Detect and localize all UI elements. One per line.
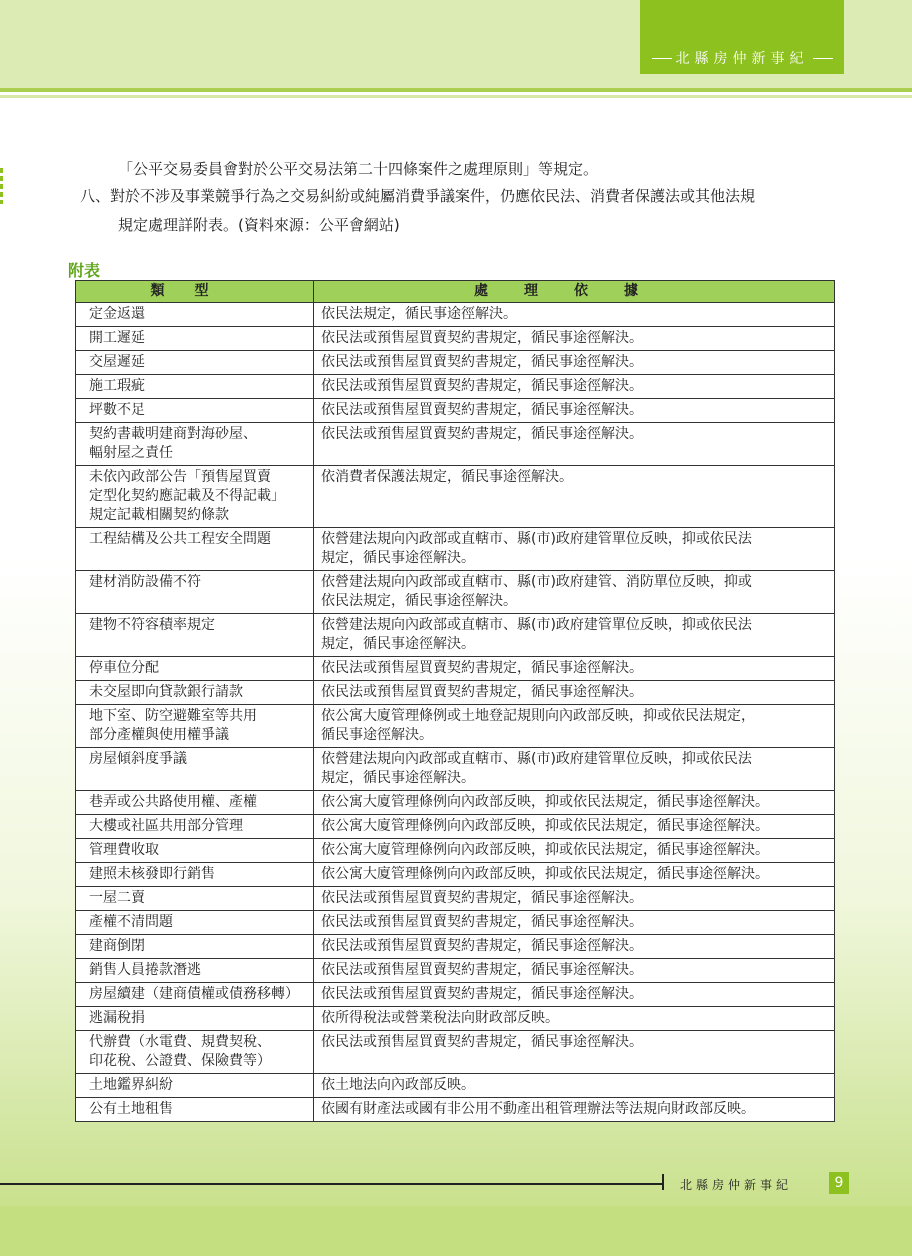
- type-cell: [76, 1007, 314, 1031]
- table-row: [76, 1031, 835, 1074]
- table-row: [76, 423, 835, 466]
- type-cell: [76, 303, 314, 327]
- basis-text: 依公寓大廈管理條例向內政部反映，抑或依民法規定，循民事途徑解決。: [321, 794, 769, 810]
- basis-text: 依民法或預售屋買賣契約書規定，循民事途徑解決。: [321, 890, 643, 906]
- table-row: [76, 887, 835, 911]
- table-row: [76, 748, 835, 791]
- type-cell: [76, 399, 314, 423]
- basis-cell: [314, 1031, 835, 1074]
- basis-cell: [314, 983, 835, 1007]
- type-cell: [76, 657, 314, 681]
- basis-text: 依公寓大廈管理條例或土地登記規則向內政部反映，抑或依民法規定，: [321, 708, 755, 724]
- basis-cell: [314, 1007, 835, 1031]
- type-text: 定型化契約應記載及不得記載」: [89, 488, 285, 504]
- type-cell: [76, 748, 314, 791]
- type-cell: [76, 327, 314, 351]
- header-tab: [640, 0, 844, 74]
- basis-cell: [314, 466, 835, 528]
- table-row: [76, 571, 835, 614]
- type-text: 印花稅、公證費、保險費等）: [89, 1053, 271, 1069]
- basis-cell: [314, 748, 835, 791]
- type-text: 部分產權與使用權爭議: [89, 727, 229, 743]
- basis-cell: [314, 375, 835, 399]
- basis-cell: [314, 614, 835, 657]
- type-cell: [76, 887, 314, 911]
- table-row: [76, 1007, 835, 1031]
- basis-text: 依營建法規向內政部或直轄市、縣(市)政府建管、消防單位反映，抑或: [321, 574, 752, 590]
- table-row: [76, 815, 835, 839]
- basis-text: 依民法或預售屋買賣契約書規定，循民事途徑解決。: [321, 962, 643, 978]
- basis-text: 依民法或預售屋買賣契約書規定，循民事途徑解決。: [321, 330, 643, 346]
- footer-line: [0, 1183, 664, 1185]
- type-text: 公有土地租售: [89, 1101, 173, 1117]
- basis-text: 依消費者保護法規定，循民事途徑解決。: [321, 469, 573, 485]
- basis-cell: [314, 327, 835, 351]
- basis-cell: [314, 935, 835, 959]
- basis-cell: [314, 887, 835, 911]
- basis-cell: [314, 303, 835, 327]
- table-row: [76, 681, 835, 705]
- type-cell: [76, 959, 314, 983]
- type-text: 輻射屋之責任: [89, 445, 173, 461]
- basis-cell: [314, 1074, 835, 1098]
- intro-paragraph-1: 「公平交易委員會對於公平交易法第二十四條案件之處理原則」等規定。: [118, 160, 599, 178]
- header-type: 類型: [76, 281, 314, 303]
- table-row: [76, 705, 835, 748]
- table-body: [76, 303, 835, 1122]
- type-text: 建商倒閉: [89, 938, 145, 954]
- table-row: [76, 1098, 835, 1122]
- type-cell: [76, 466, 314, 528]
- type-cell: [76, 705, 314, 748]
- basis-cell: [314, 815, 835, 839]
- type-text: 土地鑑界糾紛: [89, 1077, 173, 1093]
- table-row: [76, 959, 835, 983]
- footer-band: [0, 1206, 912, 1256]
- basis-text: 依營建法規向內政部或直轄市、縣(市)政府建管單位反映，抑或依民法: [321, 751, 752, 767]
- type-text: 一屋二賣: [89, 890, 145, 906]
- type-cell: [76, 1074, 314, 1098]
- table-row: [76, 791, 835, 815]
- type-cell: [76, 791, 314, 815]
- basis-text: 規定，循民事途徑解決。: [321, 770, 475, 786]
- type-text: 房屋傾斜度爭議: [89, 751, 187, 767]
- type-text: 房屋續建（建商債權或債務移轉）: [89, 986, 299, 1002]
- basis-text: 依民法或預售屋買賣契約書規定，循民事途徑解決。: [321, 1034, 643, 1050]
- header-divider-light: [0, 95, 912, 98]
- intro-paragraph-2: 八、對於不涉及事業競爭行為之交易糾紛或純屬消費爭議案件，仍應依民法、消費者保護法或其他法規: [80, 187, 756, 205]
- type-text: 代辦費（水電費、規費契稅、: [89, 1034, 271, 1050]
- table-row: [76, 863, 835, 887]
- type-text: 產權不清問題: [89, 914, 173, 930]
- table-row: [76, 375, 835, 399]
- type-text: 交屋遲延: [89, 354, 145, 370]
- basis-text: 規定，循民事途徑解決。: [321, 550, 475, 566]
- header-title: 北縣房仲新事紀: [675, 51, 809, 67]
- header-basis: 處理依據: [314, 281, 835, 303]
- table-row: [76, 351, 835, 375]
- type-text: 建照未核發即行銷售: [89, 866, 215, 882]
- basis-text: 依民法或預售屋買賣契約書規定，循民事途徑解決。: [321, 938, 643, 954]
- type-cell: [76, 911, 314, 935]
- basis-cell: [314, 705, 835, 748]
- basis-cell: [314, 571, 835, 614]
- type-cell: [76, 423, 314, 466]
- table-row: [76, 983, 835, 1007]
- table-row: [76, 327, 835, 351]
- type-text: 建材消防設備不符: [89, 574, 201, 590]
- type-text: 工程結構及公共工程安全問題: [89, 531, 271, 547]
- table-row: [76, 614, 835, 657]
- type-cell: [76, 681, 314, 705]
- type-text: 開工遲延: [89, 330, 145, 346]
- basis-text: 依公寓大廈管理條例向內政部反映，抑或依民法規定，循民事途徑解決。: [321, 818, 769, 834]
- type-text: 逃漏稅捐: [89, 1010, 145, 1026]
- type-text: 建物不符容積率規定: [89, 617, 215, 633]
- basis-cell: [314, 911, 835, 935]
- type-cell: [76, 351, 314, 375]
- basis-text: 依公寓大廈管理條例向內政部反映，抑或依民法規定，循民事途徑解決。: [321, 866, 769, 882]
- basis-text: 依營建法規向內政部或直轄市、縣(市)政府建管單位反映，抑或依民法: [321, 617, 752, 633]
- type-cell: [76, 983, 314, 1007]
- table-row: [76, 839, 835, 863]
- type-text: 巷弄或公共路使用權、產權: [89, 794, 257, 810]
- basis-cell: [314, 839, 835, 863]
- basis-text: 依民法或預售屋買賣契約書規定，循民事途徑解決。: [321, 354, 643, 370]
- type-text: 大樓或社區共用部分管理: [89, 818, 243, 834]
- basis-cell: [314, 959, 835, 983]
- type-text: 定金返還: [89, 306, 145, 322]
- dash-decoration: [813, 58, 833, 59]
- type-text: 規定記載相關契約條款: [89, 507, 229, 523]
- basis-cell: [314, 351, 835, 375]
- basis-text: 依公寓大廈管理條例向內政部反映，抑或依民法規定，循民事途徑解決。: [321, 842, 769, 858]
- basis-text: 依國有財產法或國有非公用不動產出租管理辦法等法規向財政部反映。: [321, 1101, 755, 1117]
- type-text: 地下室、防空避難室等共用: [89, 708, 257, 724]
- basis-cell: [314, 399, 835, 423]
- type-cell: [76, 375, 314, 399]
- basis-text: 循民事途徑解決。: [321, 727, 433, 743]
- basis-text: 依民法或預售屋買賣契約書規定，循民事途徑解決。: [321, 660, 643, 676]
- basis-text: 依民法或預售屋買賣契約書規定，循民事途徑解決。: [321, 914, 643, 930]
- type-text: 未依內政部公告「預售屋買賣: [89, 469, 271, 485]
- basis-text: 規定，循民事途徑解決。: [321, 636, 475, 652]
- basis-text: 依所得稅法或營業稅法向財政部反映。: [321, 1010, 559, 1026]
- type-cell: [76, 815, 314, 839]
- appendix-label: 附表: [68, 261, 101, 280]
- basis-text: 依民法或預售屋買賣契約書規定，循民事途徑解決。: [321, 684, 643, 700]
- basis-text: 依營建法規向內政部或直轄市、縣(市)政府建管單位反映，抑或依民法: [321, 531, 752, 547]
- intro-paragraph-3: 規定處理詳附表。(資料來源：公平會網站): [118, 216, 400, 234]
- page-number: 9: [829, 1172, 849, 1194]
- basis-text: 依民法規定，循民事途徑解決。: [321, 306, 517, 322]
- dispute-table: [75, 280, 835, 1122]
- table-header-row: [76, 281, 835, 303]
- type-cell: [76, 935, 314, 959]
- basis-text: 依民法規定，循民事途徑解決。: [321, 593, 517, 609]
- table-row: [76, 1074, 835, 1098]
- basis-cell: [314, 1098, 835, 1122]
- type-cell: [76, 863, 314, 887]
- basis-text: 依民法或預售屋買賣契約書規定，循民事途徑解決。: [321, 402, 643, 418]
- type-text: 坪數不足: [89, 402, 145, 418]
- type-cell: [76, 1098, 314, 1122]
- table-row: [76, 466, 835, 528]
- type-text: 未交屋即向貸款銀行請款: [89, 684, 243, 700]
- basis-cell: [314, 791, 835, 815]
- margin-marks: [0, 168, 3, 204]
- header-divider: [0, 88, 912, 92]
- type-text: 管理費收取: [89, 842, 159, 858]
- type-text: 銷售人員捲款潛逃: [89, 962, 201, 978]
- table-row: [76, 911, 835, 935]
- type-cell: [76, 1031, 314, 1074]
- basis-text: 依土地法向內政部反映。: [321, 1077, 475, 1093]
- type-text: 施工瑕疵: [89, 378, 145, 394]
- table-row: [76, 399, 835, 423]
- basis-cell: [314, 657, 835, 681]
- type-text: 契約書載明建商對海砂屋、: [89, 426, 257, 442]
- type-cell: [76, 571, 314, 614]
- basis-cell: [314, 863, 835, 887]
- footer-title: 北縣房仲新事紀: [680, 1178, 793, 1192]
- type-cell: [76, 839, 314, 863]
- basis-cell: [314, 528, 835, 571]
- basis-cell: [314, 423, 835, 466]
- basis-text: 依民法或預售屋買賣契約書規定，循民事途徑解決。: [321, 426, 643, 442]
- table-row: [76, 935, 835, 959]
- table-row: [76, 657, 835, 681]
- basis-cell: [314, 681, 835, 705]
- basis-text: 依民法或預售屋買賣契約書規定，循民事途徑解決。: [321, 378, 643, 394]
- type-text: 停車位分配: [89, 660, 159, 676]
- basis-text: 依民法或預售屋買賣契約書規定，循民事途徑解決。: [321, 986, 643, 1002]
- dash-decoration: [652, 58, 672, 59]
- footer-tick: [662, 1174, 664, 1190]
- table-row: [76, 303, 835, 327]
- type-cell: [76, 614, 314, 657]
- type-cell: [76, 528, 314, 571]
- table-row: [76, 528, 835, 571]
